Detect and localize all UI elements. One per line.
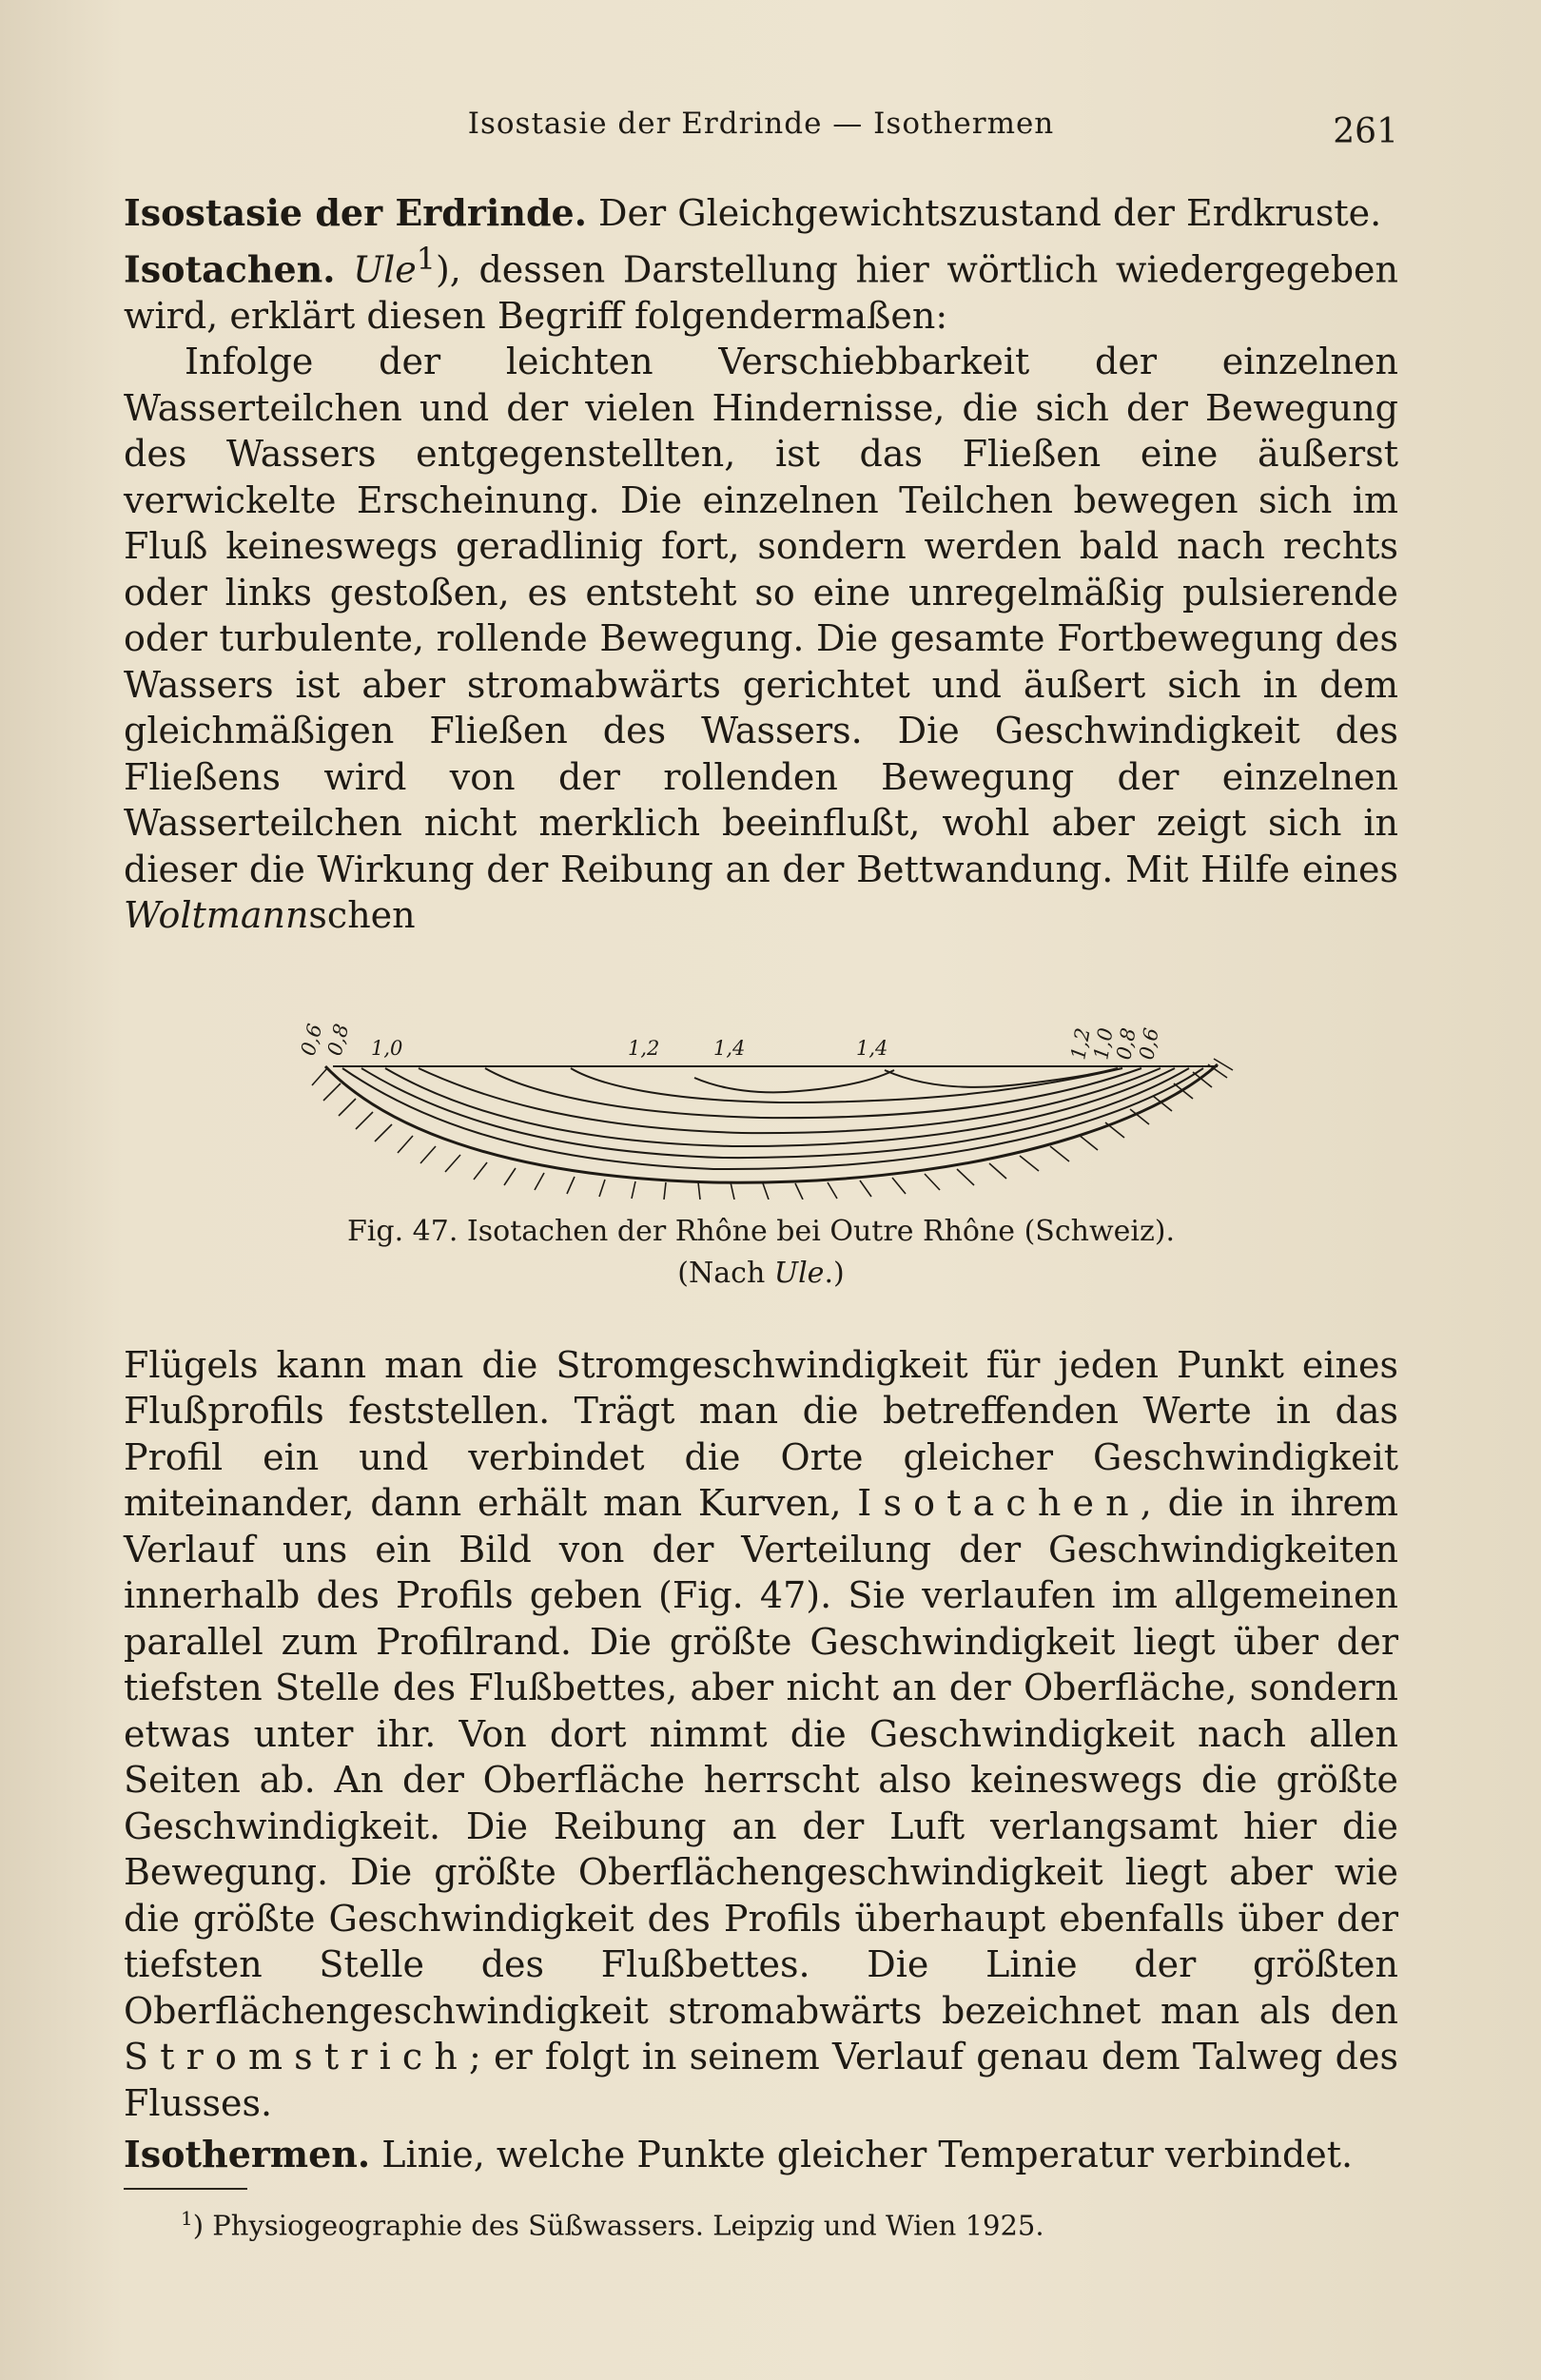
figure-label: 1,0 (371, 1036, 403, 1060)
figure-label: 1,2 (1066, 1025, 1095, 1062)
woltmann-name: Woltmann (124, 894, 309, 937)
quote-text: Infolge der leichten Verschiebbarkeit der einzelnen Wasserteilchen und der vielen Hindernisse, die sich der Bewegung des Wassers entgegenstellten, ist das Fließen eine äußerst verwickelte Erscheinung. Die einzelnen Teilchen bewegen sich im Fluß keineswegs geradlinig fort, sondern werden bald nach rechts oder links gestoßen, es entsteht so eine unregelmäßig pulsierende oder turbulente, rollende Bewegung. Die gesamte Fortbewegung des Wassers ist aber stromabwärts gerichtet und äußert sich in dem gleichmäßigen Fließen des Wassers. Die Geschwindigkeit des Fließens wird von der rollenden Bewegung der einzelnen Wasserteilchen nicht merklich beeinflußt, wohl aber zeigt sich in dieser die Wirkung der Reibung an der Bettwandung. Mit Hilfe eines (124, 341, 1398, 890)
entry-text: ), dessen Darstellung hier wörtlich wiedergegeben wird, erklärt diesen Begriff folgendermaßen: (124, 248, 1398, 337)
caption-line: Fig. 47. Isotachen der Rhône bei Outre Rhône (Schweiz). (346, 1214, 1176, 1248)
footnote (181, 2199, 1044, 2245)
entry-isotachen (124, 237, 1398, 340)
spaced-term-isotachen: Isotachen (857, 1482, 1141, 1525)
entry-isothermen (124, 2132, 1398, 2178)
caption-source-text: (Nach (677, 1256, 774, 1290)
running-head: Isostasie der Erdrinde — Isothermen (467, 107, 1055, 141)
figure-label: 1,0 (1089, 1025, 1118, 1062)
figure-label: 0,8 (322, 1021, 354, 1058)
figure-label: 0,8 (1112, 1025, 1141, 1062)
footnote-rule (124, 2188, 247, 2190)
caption-source-text: .) (824, 1256, 845, 1290)
entry-text: Linie, welche Punkte gleicher Temperatur verbindet. (370, 2134, 1354, 2176)
figure-label: 0,6 (1135, 1025, 1163, 1062)
quote-text: Flügels kann man die Stromgeschwindigkeit für jeden Punkt eines Flußprofils feststellen. Trägt man die betreffenden Werte in das Profil ein und verbindet die Orte gleicher Geschwindigkeit miteinander, dann erhält man Kurven, (124, 1343, 1398, 1525)
quote-text: , die in ihrem Verlauf uns ein Bild von der Verteilung der Geschwindigkeiten innerhalb des Profils geben (Fig. 47). Sie verlaufen im allgemeinen parallel zum Profilrand. Die größte Geschwindigkeit liegt über der tiefsten Stelle des Flußbettes, aber nicht an der Oberfläche, sondern etwas unter ihr. Von dort nimmt die Geschwindigkeit nach allen Seiten ab. An der Oberfläche herrscht also keineswegs die größte Geschwindigkeit. Die Reibung an der Luft verlangsamt hier die Bewegung. Die größte Oberflächengeschwindigkeit liegt aber wie die größte Geschwindigkeit des Profils überhaupt ebenfalls über der tiefsten Stelle des Flußbettes. Die Linie der größten Oberflächengeschwindigkeit stromabwärts bezeichnet man als den (124, 1482, 1398, 2032)
quote-text: schen (308, 894, 416, 937)
caption-source (124, 1253, 1398, 1295)
entry-text: Der Gleichgewichtszustand der Erdkruste. (586, 192, 1382, 234)
isotachen-diagram (266, 1000, 1256, 1200)
spaced-term-stromstrich: Stromstrich (124, 2036, 469, 2078)
figure-caption (124, 1211, 1398, 1295)
quote-paragraph-2 (124, 1342, 1398, 2127)
figure-label: 0,6 (296, 1021, 327, 1058)
entry-term: Isothermen. (124, 2133, 371, 2176)
page-body (124, 190, 1398, 2178)
footnote-mark: 1 (181, 2207, 193, 2230)
caption-author: Ule (773, 1256, 825, 1290)
page-number: 261 (1333, 112, 1398, 151)
footnote-reference: 1 (416, 242, 436, 277)
footnote-text: ) Physiogeographie des Süßwassers. Leipzig und Wien 1925. (192, 2209, 1044, 2242)
entry-term: Isotachen. (124, 247, 336, 291)
quote-text: ; er folgt in seinem Verlauf genau dem Talweg des Flusses. (124, 2036, 1398, 2124)
entry-isostasie (124, 190, 1398, 237)
page-header (124, 107, 1398, 160)
author-name: Ule (353, 248, 417, 291)
figure-47 (124, 1000, 1398, 1295)
figure-label: 1,4 (713, 1036, 746, 1060)
figure-label: 1,2 (628, 1036, 660, 1060)
entry-term: Isostasie der Erdrinde. (124, 191, 587, 234)
figure-label: 1,4 (856, 1036, 888, 1060)
quote-paragraph-1 (124, 339, 1398, 939)
